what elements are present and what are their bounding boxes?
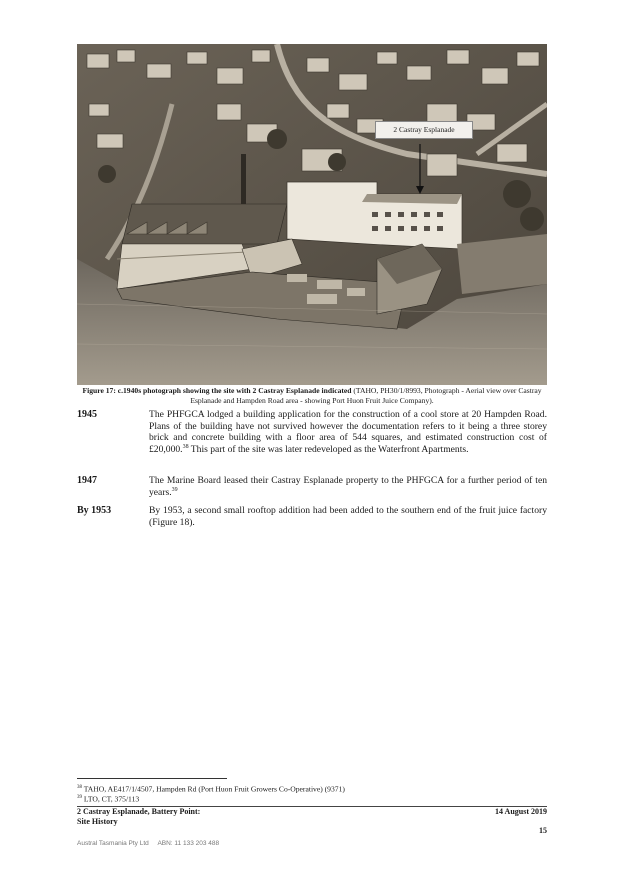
entry-text-body: By 1953, a second small rooftop addition had been added to the southern end of the fruit juice factory (Figure 18). [149, 505, 547, 528]
aerial-photograph [77, 44, 547, 385]
entry-year: By 1953 [77, 505, 112, 516]
figure-caption-title: Figure 17: c.1940s photograph showing the site with 2 Castray Esplanade indicated [82, 386, 352, 395]
footnote-number: 38 [77, 785, 82, 790]
footnote [77, 783, 345, 794]
entry-year: 1945 [77, 409, 97, 420]
entry-year: 1947 [77, 475, 97, 486]
entry-text-body: The PHFGCA lodged a building application for the construction of a cool store at 20 Hampden Road. Plans of the building have not survived however the documentation refers to it being a three storey brick and concrete building with a floor area of 544 squares, and estimated construction cost of £20,000. [149, 409, 547, 455]
footer-document-title [77, 807, 200, 827]
photo-callout-label: 2 Castray Esplanade [375, 121, 473, 139]
aerial-photo-graphic [77, 44, 547, 385]
entry-text-continued: This part of the site was later redeveloped as the Waterfront Apartments. [188, 443, 469, 455]
footnote-ref[interactable]: 39 [171, 486, 178, 493]
footnote-divider [77, 778, 227, 779]
entry-text [149, 475, 547, 498]
entry-text [149, 409, 547, 455]
page-number: 15 [539, 826, 547, 835]
footnote-text: TAHO, AE417/1/4507, Hampden Rd (Port Huon Fruit Growers Co-Operative) (9371) [82, 784, 345, 794]
footnote-number: 39 [77, 795, 82, 800]
footnote-text: LTO, CT, 375/113 [82, 794, 140, 804]
footnote-ref[interactable]: 38 [182, 443, 189, 450]
footnote [77, 793, 139, 804]
company-info: Austral Tasmania Pty Ltd ABN: 11 133 203 488 [77, 840, 220, 847]
figure-caption-source: (TAHO, PH30/1/8993, Photograph - Aerial view over Castray Esplanade and Hampden Road area - showing Port Huon Fruit Juice Company). [190, 386, 542, 405]
entry-text [149, 505, 547, 528]
figure-caption [77, 386, 547, 405]
footer-title-line: 2 Castray Esplanade, Battery Point: [77, 807, 201, 816]
entry-text-body: The Marine Board leased their Castray Esplanade property to the PHFGCA for a further period of ten years. [149, 475, 547, 498]
footer-subtitle-line: Site History [77, 817, 118, 826]
footer-date: 14 August 2019 [494, 807, 547, 816]
